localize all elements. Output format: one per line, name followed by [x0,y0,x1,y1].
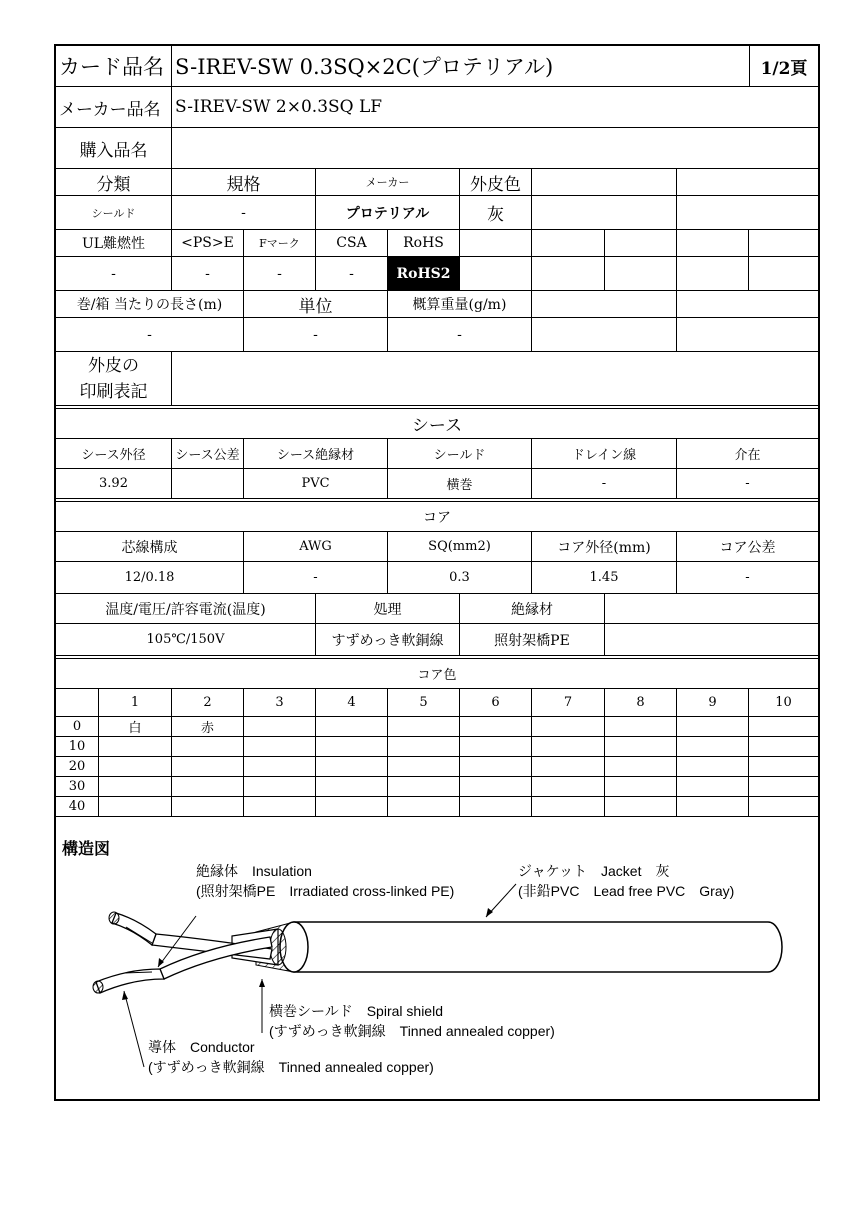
sq-header: SQ(mm2) [388,532,532,562]
blank-cell [605,230,677,257]
core-color-cell [99,777,172,797]
f-mark-header: Fマーク [244,230,316,257]
maker-header: メーカー [316,169,460,196]
length-value: - [56,318,244,352]
core-color-cell [172,777,244,797]
insulation-header: 絶縁材 [460,594,605,624]
core-color-cell [460,737,532,757]
core-color-col-header: 3 [244,689,316,717]
awg-header: AWG [244,532,388,562]
standard-header: 規格 [172,169,316,196]
blank-cell [460,230,532,257]
conductor-caption-line2: (すずめっき軟銅線 Tinned annealed copper) [148,1059,434,1075]
insulation-caption [196,861,454,901]
standard-value: - [172,196,316,230]
core-color-cell [677,797,749,817]
core-color-cell [749,757,818,777]
core-color-cell [605,777,677,797]
core-color-cell [749,737,818,757]
core-color-col-header: 1 [99,689,172,717]
maker-name-value: S-IREV-SW 2×0.3SQ LF [172,87,818,128]
cable-jacket [294,922,782,972]
filler-value: - [677,469,818,499]
csa-value: - [316,257,388,291]
unit-value: - [244,318,388,352]
core-color-cell [388,777,460,797]
core-tolerance-header: コア公差 [677,532,818,562]
jacket-caption [518,861,734,901]
core-color-row-label: 10 [56,737,99,757]
core-color-cell [172,757,244,777]
sheath-material-header: シース絶縁材 [244,439,388,469]
filler-header: 介在 [677,439,818,469]
shield-value: 横巻 [388,469,532,499]
core-color-cell: 赤 [172,717,244,737]
blank-cell [605,257,677,291]
core-tolerance-value: - [677,562,818,594]
conductor-caption [148,1037,434,1077]
csa-header: CSA [316,230,388,257]
jacket-color-value: 灰 [460,196,532,230]
core-color-col-header: 2 [172,689,244,717]
structure-diagram [56,819,818,1099]
core-color-cell [388,797,460,817]
core-color-col-header: 5 [388,689,460,717]
core-color-cell [99,757,172,777]
core-color-cell [677,737,749,757]
core-color-corner [56,689,99,717]
core-color-cell [316,757,388,777]
core-color-cell [244,757,316,777]
sheath-title: シース [56,409,818,439]
maker-value: プロテリアル [316,196,460,230]
core-color-cell [99,737,172,757]
purchase-name-label: 購入品名 [56,128,172,169]
blank-cell [532,291,677,318]
core-color-cell [460,717,532,737]
ul-flame-value: - [56,257,172,291]
core-color-col-header: 6 [460,689,532,717]
shield-caption-line2: (すずめっき軟銅線 Tinned annealed copper) [269,1023,555,1039]
sq-value: 0.3 [388,562,532,594]
core-color-cell [605,717,677,737]
page-number: 1/2頁 [750,46,818,87]
temp-voltage-header: 温度/電圧/許容電流(温度) [56,594,316,624]
conductor-construction-value: 12/0.18 [56,562,244,594]
drain-wire-value: - [532,469,677,499]
sheath-od-header: シース外径 [56,439,172,469]
shield-caption [269,1001,555,1041]
print-marking-label-line1: 外皮の [88,355,139,376]
jacket-caption-line1: ジャケット Jacket 灰 [518,863,670,879]
f-mark-value: - [244,257,316,291]
core-color-cell [532,757,605,777]
pse-value: - [172,257,244,291]
unit-header: 単位 [244,291,388,318]
core-color-cell [388,757,460,777]
jacket-color-header: 外皮色 [460,169,532,196]
core-color-cell [605,737,677,757]
pse-header: <PS>E [172,230,244,257]
core-color-cell [677,717,749,737]
core-color-cell [316,737,388,757]
drain-wire-header: ドレイン線 [532,439,677,469]
purchase-name-value [172,128,818,169]
blank-cell [677,196,818,230]
core-color-cell [388,717,460,737]
blank-cell [749,257,818,291]
core-color-cell [316,777,388,797]
conductor-caption-line1: 導体 Conductor [148,1039,255,1055]
shield-header: シールド [388,439,532,469]
blank-cell [532,230,605,257]
blank-cell [532,257,605,291]
blank-cell [460,257,532,291]
blank-cell [532,196,677,230]
core-color-cell [316,797,388,817]
core-color-cell [749,797,818,817]
blank-cell [677,318,818,352]
core-color-cell [172,737,244,757]
core-color-cell [99,797,172,817]
core-od-value: 1.45 [532,562,677,594]
core-color-cell [244,717,316,737]
insulation-value: 照射架橋PE [460,624,605,656]
core-color-cell: 白 [99,717,172,737]
core-color-cell [316,717,388,737]
blank-cell [532,169,677,196]
core-color-row-label: 40 [56,797,99,817]
core-color-cell [532,717,605,737]
core-color-cell [605,797,677,817]
treatment-value: すずめっき軟銅線 [316,624,460,656]
weight-header: 概算重量(g/m) [388,291,532,318]
blank-cell [749,230,818,257]
spec-sheet [54,44,820,1101]
blank-cell [677,291,818,318]
core-color-cell [677,777,749,797]
structure-title: 構造図 [62,839,111,858]
rohs-value-badge: RoHS2 [388,257,460,291]
core-color-cell [244,777,316,797]
core-color-col-header: 10 [749,689,818,717]
core-od-header: コア外径(mm) [532,532,677,562]
treatment-header: 処理 [316,594,460,624]
sheath-material-value: PVC [244,469,388,499]
card-name-value: S-IREV-SW 0.3SQ×2C(プロテリアル) [172,46,750,87]
blank-cell [677,230,749,257]
core-color-cell [532,777,605,797]
awg-value: - [244,562,388,594]
print-marking-label [56,352,172,406]
core-color-row-label: 0 [56,717,99,737]
core-color-cell [532,797,605,817]
temp-voltage-value: 105℃/150V [56,624,316,656]
blank-cell [677,169,818,196]
core-color-cell [532,737,605,757]
core-color-cell [244,737,316,757]
insulation-caption-line2: (照射架橋PE Irradiated cross-linked PE) [196,883,455,899]
shield-caption-line1: 横巻シールド Spiral shield [269,1003,443,1019]
conductor-construction-header: 芯線構成 [56,532,244,562]
sheath-tolerance-value [172,469,244,499]
core-color-cell [460,757,532,777]
core-color-col-header: 4 [316,689,388,717]
sheath-tolerance-header: シース公差 [172,439,244,469]
blank-cell [605,594,818,624]
insulation-caption-line1: 絶縁体 Insulation [196,863,312,879]
weight-value: - [388,318,532,352]
core-color-col-header: 8 [605,689,677,717]
length-header: 巻/箱 当たりの長さ(m) [56,291,244,318]
core-color-cell [244,797,316,817]
core-color-cell [677,757,749,777]
core-color-col-header: 7 [532,689,605,717]
classification-header: 分類 [56,169,172,196]
core-color-cell [388,737,460,757]
blank-cell [605,624,818,656]
jacket-caption-line2: (非鉛PVC Lead free PVC Gray) [518,883,735,899]
ul-flame-header: UL難燃性 [56,230,172,257]
core-color-cell [749,777,818,797]
rohs-header: RoHS [388,230,460,257]
core-color-row-label: 30 [56,777,99,797]
maker-name-label: メーカー品名 [56,87,172,128]
print-marking-value [172,352,818,406]
sheath-od-value: 3.92 [56,469,172,499]
core-color-cell [605,757,677,777]
core-color-row-label: 20 [56,757,99,777]
card-name-label: カード品名 [56,46,172,87]
core-color-col-header: 9 [677,689,749,717]
blank-cell [677,257,749,291]
core-color-cell [172,797,244,817]
core-title: コア [56,502,818,532]
blank-cell [532,318,677,352]
core-color-cell [460,797,532,817]
core-color-cell [749,717,818,737]
core-color-cell [460,777,532,797]
core-color-title: コア色 [56,659,818,689]
classification-value: シールド [56,196,172,230]
print-marking-label-line2: 印刷表記 [79,381,148,402]
